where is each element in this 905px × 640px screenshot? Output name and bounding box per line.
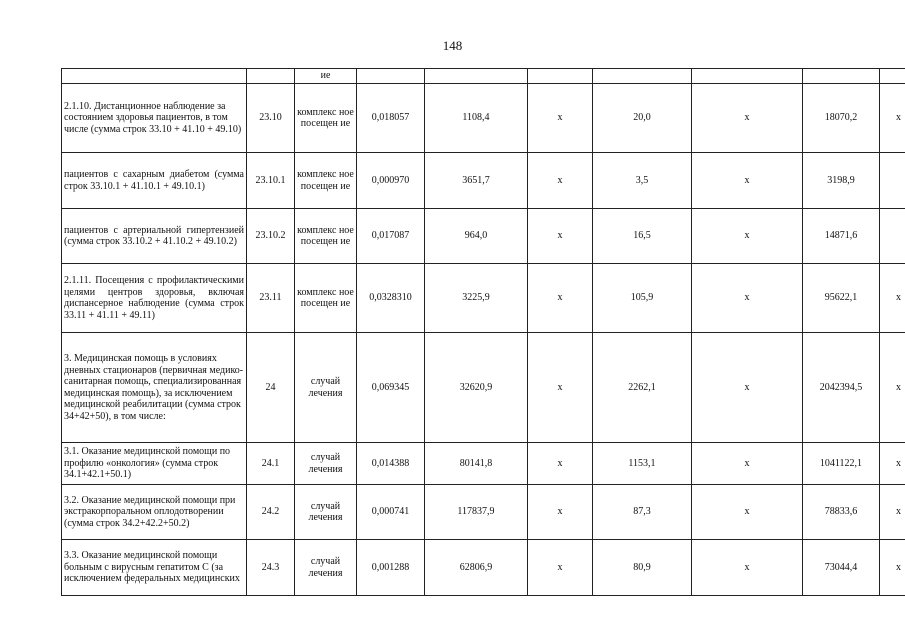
cell-norm: 0,000970 bbox=[357, 153, 425, 209]
cell-norm: 0,0328310 bbox=[357, 264, 425, 333]
cell-c8: x bbox=[692, 443, 803, 485]
cell-cost: 80141,8 bbox=[425, 443, 528, 485]
cell-c9: 18070,2 bbox=[803, 84, 880, 153]
table-row bbox=[62, 69, 905, 84]
cell-code bbox=[247, 69, 295, 84]
cell-code: 24.3 bbox=[247, 540, 295, 596]
cell-norm bbox=[357, 69, 425, 84]
cell-name: 2.1.10. Дистанционное наблюдение за состоянием здоровья пациентов, в том числе (сумма строк 33.10 + 41.10 + 49.10) bbox=[62, 84, 247, 153]
cell-c6: x bbox=[528, 84, 593, 153]
cell-unit: комплекс ное посещен ие bbox=[295, 209, 357, 264]
cell-code: 24.1 bbox=[247, 443, 295, 485]
table-row bbox=[62, 209, 905, 264]
cell-code: 24.2 bbox=[247, 485, 295, 540]
cell-code: 23.11 bbox=[247, 264, 295, 333]
cell-c8: x bbox=[692, 485, 803, 540]
cell-c8: x bbox=[692, 540, 803, 596]
cell-cost bbox=[425, 69, 528, 84]
cell-norm: 0,017087 bbox=[357, 209, 425, 264]
cell-name: 2.1.11. Посещения с профилактическими целями центров здоровья, включая диспансерное наблюдение (сумма строк 33.11 + 41.11 + 49.11) bbox=[62, 264, 247, 333]
cell-unit: комплекс ное посещен ие bbox=[295, 264, 357, 333]
cell-c6: x bbox=[528, 264, 593, 333]
cell-c10: x bbox=[880, 443, 905, 485]
cell-c8: x bbox=[692, 209, 803, 264]
cell-c8: x bbox=[692, 333, 803, 443]
cell-c9: 1041122,1 bbox=[803, 443, 880, 485]
cell-c7 bbox=[593, 69, 692, 84]
cell-c6: x bbox=[528, 485, 593, 540]
cell-cost: 62806,9 bbox=[425, 540, 528, 596]
cell-unit: случай лечения bbox=[295, 540, 357, 596]
cell-c8: x bbox=[692, 264, 803, 333]
cell-c10: x bbox=[880, 84, 905, 153]
cell-c7: 2262,1 bbox=[593, 333, 692, 443]
table-row bbox=[62, 153, 905, 209]
cell-code: 23.10 bbox=[247, 84, 295, 153]
cell-unit: случай лечения bbox=[295, 485, 357, 540]
cell-c6: x bbox=[528, 153, 593, 209]
cell-c10: x bbox=[880, 540, 905, 596]
norms-table bbox=[61, 68, 905, 596]
cell-cost: 1108,4 bbox=[425, 84, 528, 153]
cell-c7: 105,9 bbox=[593, 264, 692, 333]
cell-c6: x bbox=[528, 209, 593, 264]
cell-c8: x bbox=[692, 153, 803, 209]
cell-norm: 0,069345 bbox=[357, 333, 425, 443]
cell-c9 bbox=[803, 69, 880, 84]
cell-name: пациентов с артериальной гипертензией (сумма строк 33.10.2 + 41.10.2 + 49.10.2) bbox=[62, 209, 247, 264]
cell-unit: комплекс ное посещен ие bbox=[295, 84, 357, 153]
cell-c7: 16,5 bbox=[593, 209, 692, 264]
cell-name: 3.2. Оказание медицинской помощи при экстракорпоральном оплодотворении (сумма строк 34.2+42.2+50.2) bbox=[62, 485, 247, 540]
cell-unit: комплекс ное посещен ие bbox=[295, 153, 357, 209]
cell-unit: ие bbox=[295, 69, 357, 84]
cell-c6: x bbox=[528, 443, 593, 485]
cell-c10 bbox=[880, 153, 905, 209]
cell-c10 bbox=[880, 69, 905, 84]
table-row bbox=[62, 84, 905, 153]
cell-name: 3.1. Оказание медицинской помощи по профилю «онкология» (сумма строк 34.1+42.1+50.1) bbox=[62, 443, 247, 485]
table-row bbox=[62, 333, 905, 443]
table-row bbox=[62, 540, 905, 596]
cell-c9: 95622,1 bbox=[803, 264, 880, 333]
table-row bbox=[62, 485, 905, 540]
cell-cost: 117837,9 bbox=[425, 485, 528, 540]
cell-c9: 73044,4 bbox=[803, 540, 880, 596]
cell-cost: 3651,7 bbox=[425, 153, 528, 209]
cell-c9: 2042394,5 bbox=[803, 333, 880, 443]
cell-c7: 1153,1 bbox=[593, 443, 692, 485]
cell-c9: 3198,9 bbox=[803, 153, 880, 209]
cell-c7: 3,5 bbox=[593, 153, 692, 209]
cell-norm: 0,000741 bbox=[357, 485, 425, 540]
cell-cost: 964,0 bbox=[425, 209, 528, 264]
cell-c10: x bbox=[880, 333, 905, 443]
cell-code: 24 bbox=[247, 333, 295, 443]
cell-unit: случай лечения bbox=[295, 443, 357, 485]
table-body bbox=[62, 69, 905, 596]
cell-c9: 78833,6 bbox=[803, 485, 880, 540]
cell-c7: 80,9 bbox=[593, 540, 692, 596]
cell-unit: случай лечения bbox=[295, 333, 357, 443]
page-number: 148 bbox=[442, 38, 463, 53]
table-row bbox=[62, 264, 905, 333]
cell-c6: x bbox=[528, 540, 593, 596]
cell-cost: 3225,9 bbox=[425, 264, 528, 333]
cell-norm: 0,018057 bbox=[357, 84, 425, 153]
cell-c10 bbox=[880, 209, 905, 264]
cell-c9: 14871,6 bbox=[803, 209, 880, 264]
cell-c8 bbox=[692, 69, 803, 84]
cell-norm: 0,014388 bbox=[357, 443, 425, 485]
cell-c6: x bbox=[528, 333, 593, 443]
cell-c8: x bbox=[692, 84, 803, 153]
cell-name: 3. Медицинская помощь в условиях дневных стационаров (первичная медико-санитарная помощь, специализированная медицинская помощь), за исключением медицинской реабилитации (сумма строк 34+42+50), в том числе: bbox=[62, 333, 247, 443]
table-row bbox=[62, 443, 905, 485]
cell-norm: 0,001288 bbox=[357, 540, 425, 596]
cell-c7: 20,0 bbox=[593, 84, 692, 153]
cell-c7: 87,3 bbox=[593, 485, 692, 540]
cell-cost: 32620,9 bbox=[425, 333, 528, 443]
cell-c10: x bbox=[880, 485, 905, 540]
cell-code: 23.10.2 bbox=[247, 209, 295, 264]
cell-name: 3.3. Оказание медицинской помощи больным с вирусным гепатитом С (за исключением федеральных медицинских bbox=[62, 540, 247, 596]
cell-name: пациентов с сахарным диабетом (сумма строк 33.10.1 + 41.10.1 + 49.10.1) bbox=[62, 153, 247, 209]
cell-code: 23.10.1 bbox=[247, 153, 295, 209]
cell-name bbox=[62, 69, 247, 84]
cell-c10: x bbox=[880, 264, 905, 333]
cell-c6 bbox=[528, 69, 593, 84]
